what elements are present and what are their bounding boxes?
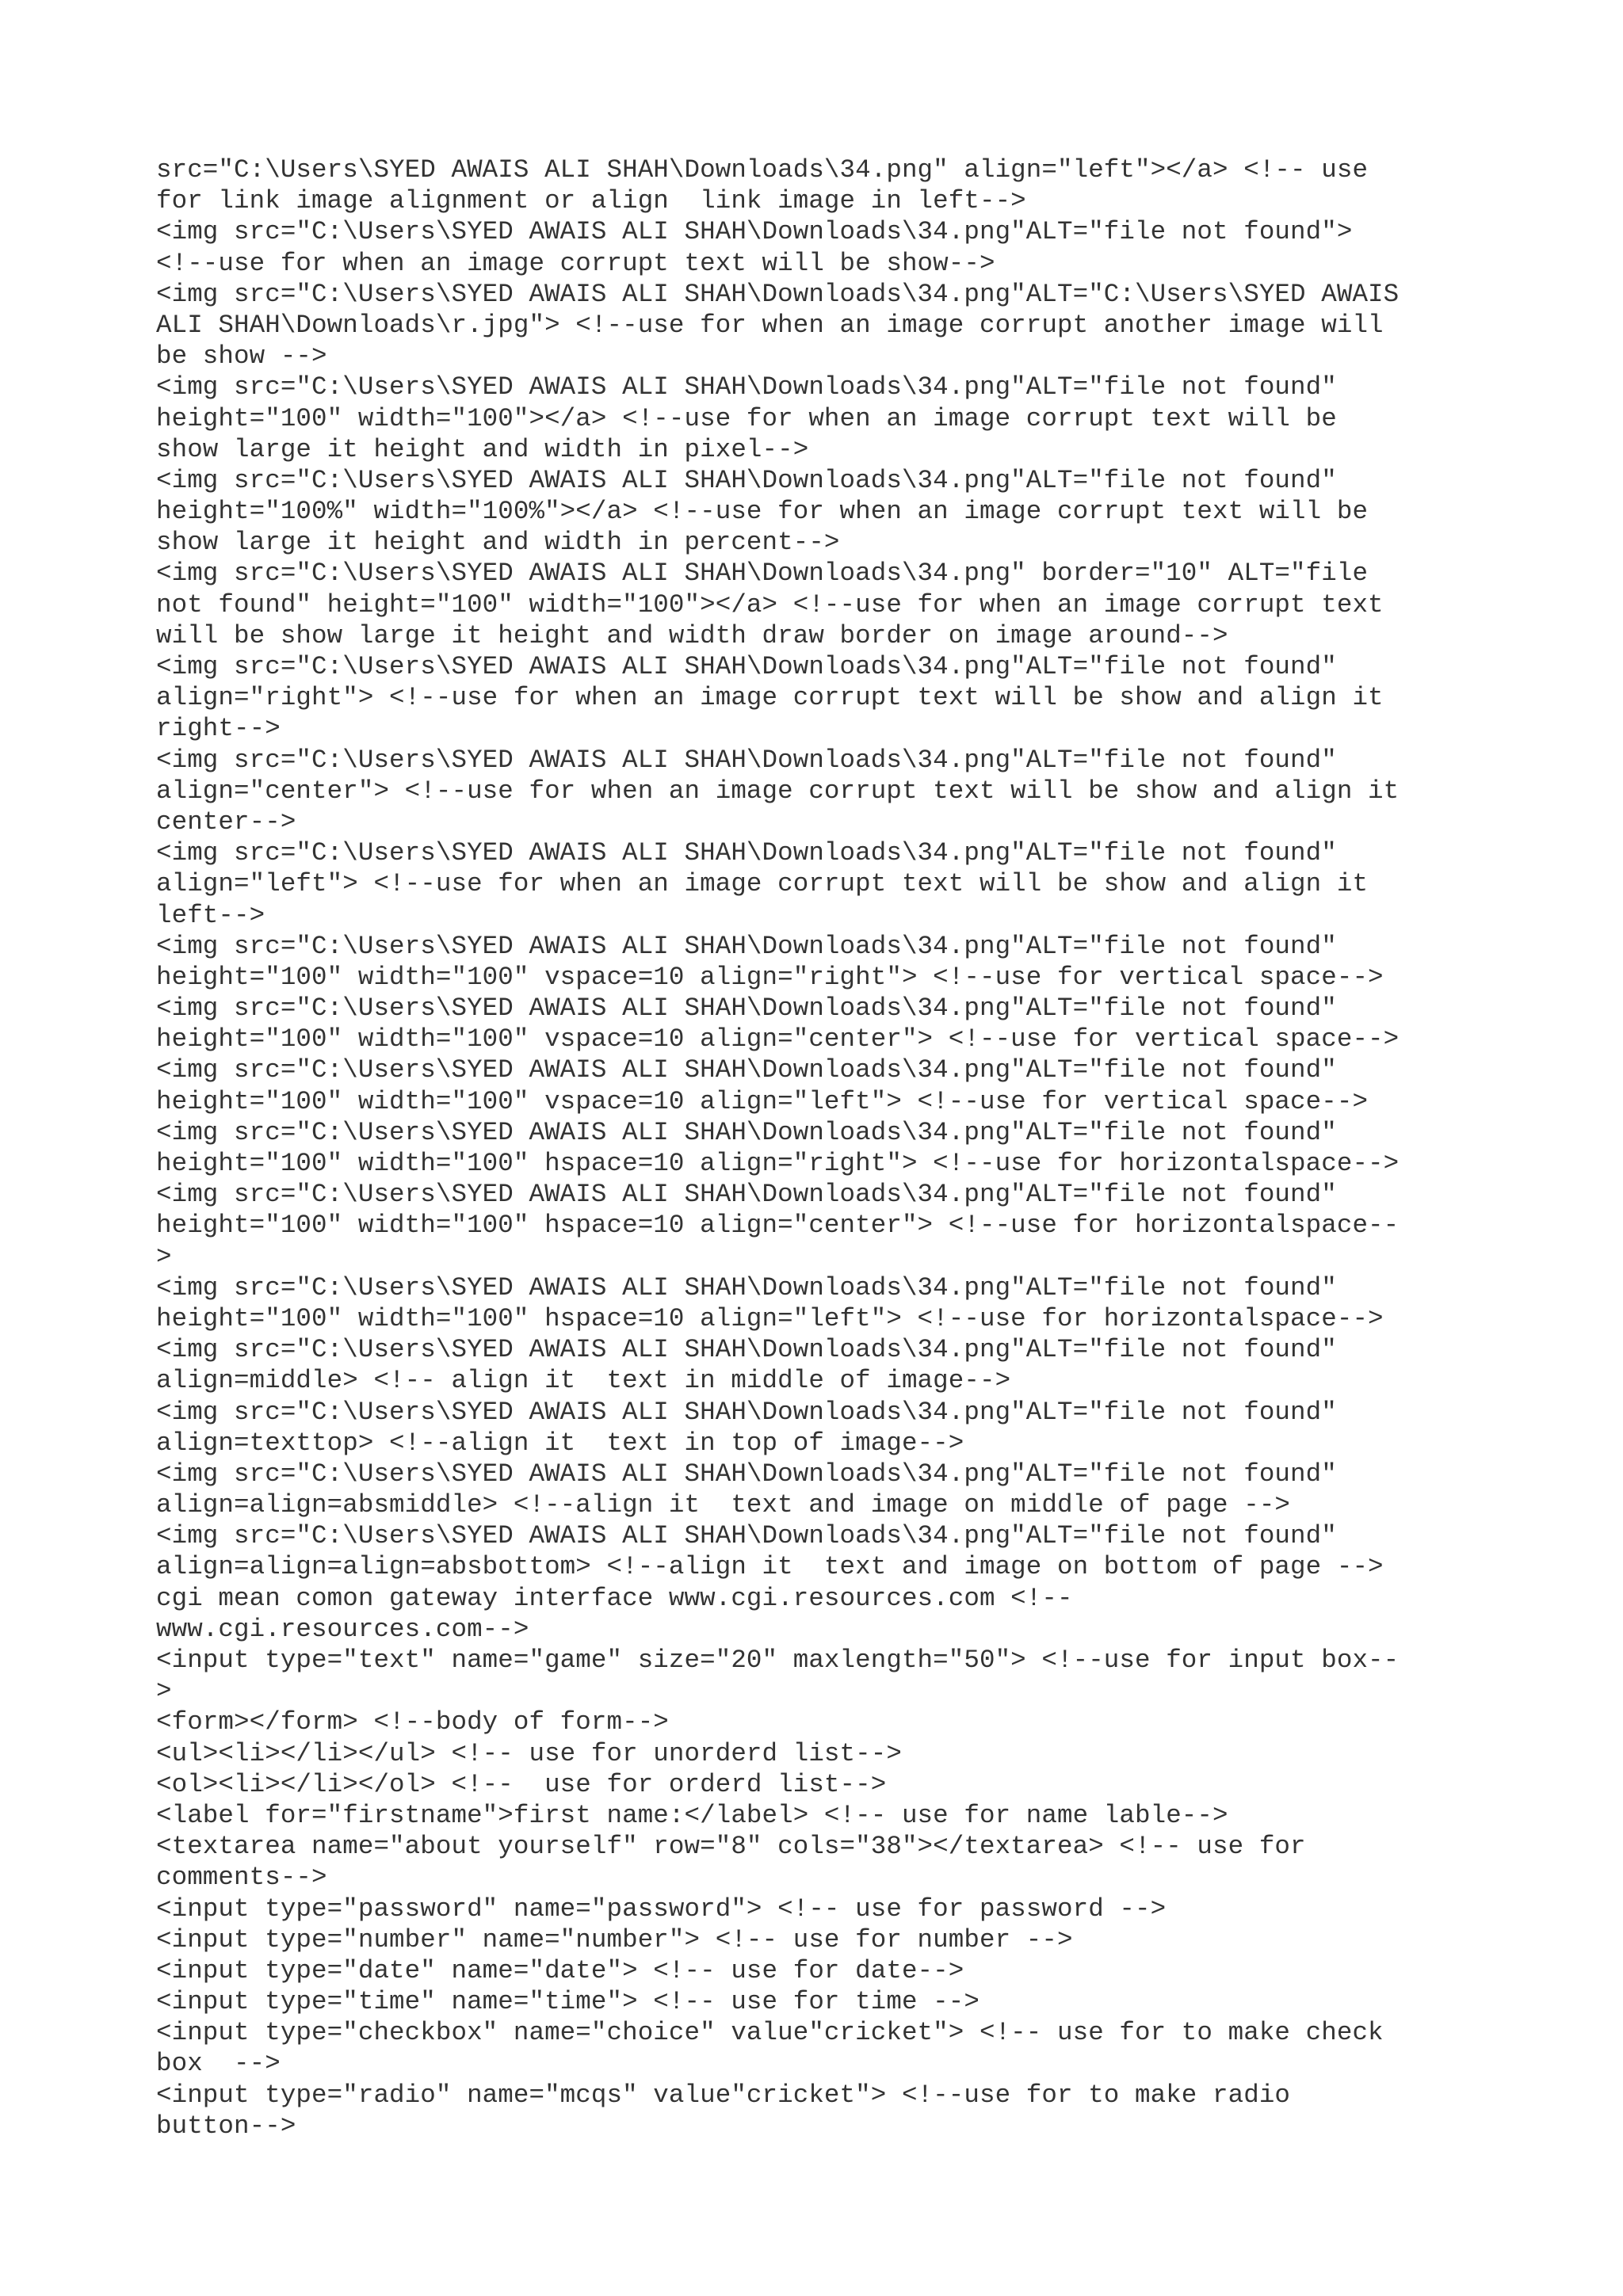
document-line: <input type="date" name="date"> <!-- use for date-->: [156, 1955, 964, 1985]
document-line: comments-->: [156, 1863, 327, 1893]
document-line: align="right"> <!--use for when an image corrupt text will be show and align it: [156, 683, 1384, 713]
document-line: align="left"> <!--use for when an image corrupt text will be show and align it: [156, 869, 1369, 899]
document-line: >: [156, 1241, 172, 1272]
document-line: <input type="radio" name="mcqs" value"cricket"> <!--use for to make radio: [156, 2080, 1291, 2110]
document-line: <ul><li></li></ul> <!-- use for unorderd list-->: [156, 1738, 902, 1768]
document-line: <input type="text" name="game" size="20" maxlength="50"> <!--use for input box--: [156, 1646, 1400, 1675]
document-line: www.cgi.resources.com-->: [156, 1614, 529, 1644]
document-line: height="100" width="100"></a> <!--use for when an image corrupt text will be: [156, 403, 1337, 433]
document-line: <img src="C:\Users\SYED AWAIS ALI SHAH\Downloads\34.png"ALT="C:\Users\SYED AWAIS: [156, 279, 1400, 309]
document-line: <img src="C:\Users\SYED AWAIS ALI SHAH\Downloads\34.png"ALT="file not found": [156, 745, 1337, 775]
document-line: <img src="C:\Users\SYED AWAIS ALI SHAH\Downloads\34.png" border="10" ALT="file: [156, 559, 1369, 589]
document-line: height="100" width="100" vspace=10 align="center"> <!--use for vertical space-->: [156, 1024, 1400, 1055]
document-line: height="100" width="100" hspace=10 align="right"> <!--use for horizontalspace-->: [156, 1149, 1400, 1178]
document-line: left-->: [156, 900, 265, 930]
document-line: ALI SHAH\Downloads\r.jpg"> <!--use for when an image corrupt another image will: [156, 310, 1384, 340]
document-line: <input type="time" name="time"> <!-- use for time -->: [156, 1987, 980, 2017]
document-line: height="100" width="100" vspace=10 align="left"> <!--use for vertical space-->: [156, 1086, 1369, 1116]
document-line: <input type="number" name="number"> <!-- use for number -->: [156, 1924, 1073, 1955]
document-line: <!--use for when an image corrupt text will be show-->: [156, 248, 995, 278]
document-line: src="C:\Users\SYED AWAIS ALI SHAH\Downloads\34.png" align="left"></a> <!-- use: [156, 155, 1369, 185]
document-line: >: [156, 1676, 172, 1707]
document-line: show large it height and width in pixel-->: [156, 434, 809, 464]
document-line: cgi mean comon gateway interface www.cgi.resources.com <!--: [156, 1583, 1073, 1613]
document-line: align=middle> <!-- align it text in middle of image-->: [156, 1366, 1011, 1396]
document-line: height="100" width="100" hspace=10 align="left"> <!--use for horizontalspace-->: [156, 1303, 1384, 1333]
document-line: for link image alignment or align link image in left-->: [156, 186, 1026, 216]
document-line: <img src="C:\Users\SYED AWAIS ALI SHAH\Downloads\34.png"ALT="file not found": [156, 372, 1337, 402]
document-line: <img src="C:\Users\SYED AWAIS ALI SHAH\Downloads\34.png"ALT="file not found": [156, 838, 1337, 868]
document-line: button-->: [156, 2111, 296, 2141]
document-line: <input type="password" name="password"> <!-- use for password -->: [156, 1894, 1167, 1924]
document-line: <img src="C:\Users\SYED AWAIS ALI SHAH\Downloads\34.png"ALT="file not found": [156, 994, 1337, 1024]
document-line: <label for="firstname">first name:</label> <!-- use for name lable-->: [156, 1800, 1228, 1830]
document-line: <img src="C:\Users\SYED AWAIS ALI SHAH\Downloads\34.png"ALT="file not found": [156, 1180, 1337, 1210]
document-line: <img src="C:\Users\SYED AWAIS ALI SHAH\Downloads\34.png"ALT="file not found": [156, 465, 1337, 495]
document-line: align=align=absmiddle> <!--align it text and image on middle of page -->: [156, 1490, 1291, 1520]
document-line: <img src="C:\Users\SYED AWAIS ALI SHAH\Downloads\34.png"ALT="file not found": [156, 652, 1337, 681]
document-line: show large it height and width in percent-->: [156, 528, 840, 558]
document-line: <img src="C:\Users\SYED AWAIS ALI SHAH\Downloads\34.png"ALT="file not found": [156, 1521, 1337, 1551]
document-line: <textarea name="about yourself" row="8" cols="38"></textarea> <!-- use for: [156, 1832, 1306, 1862]
document-line: <img src="C:\Users\SYED AWAIS ALI SHAH\Downloads\34.png"ALT="file not found": [156, 1055, 1337, 1085]
document-line: align=align=align=absbottom> <!--align it text and image on bottom of page -->: [156, 1552, 1384, 1582]
document-line: center-->: [156, 807, 296, 837]
document-line: <img src="C:\Users\SYED AWAIS ALI SHAH\Downloads\34.png"ALT="file not found": [156, 1397, 1337, 1427]
document-line: <ol><li></li></ol> <!-- use for orderd list-->: [156, 1769, 887, 1799]
document-line: not found" height="100" width="100"></a> <!--use for when an image corrupt text: [156, 589, 1384, 620]
document-line: box -->: [156, 2049, 281, 2079]
document-line: <input type="checkbox" name="choice" value"cricket"> <!-- use for to make check: [156, 2018, 1384, 2048]
document-line: right-->: [156, 714, 281, 744]
document-line: <img src="C:\Users\SYED AWAIS ALI SHAH\Downloads\34.png"ALT="file not found": [156, 931, 1337, 961]
document-line: <img src="C:\Users\SYED AWAIS ALI SHAH\Downloads\34.png"ALT="file not found": [156, 1117, 1337, 1147]
document-line: <img src="C:\Users\SYED AWAIS ALI SHAH\Downloads\34.png"ALT="file not found": [156, 1459, 1337, 1489]
document-body: [156, 154, 1503, 2142]
document-line: <img src="C:\Users\SYED AWAIS ALI SHAH\Downloads\34.png"ALT="file not found": [156, 1335, 1337, 1365]
document-line: align=texttop> <!--align it text in top of image-->: [156, 1428, 964, 1458]
document-line: <form></form> <!--body of form-->: [156, 1707, 669, 1737]
document-line: will be show large it height and width draw border on image around-->: [156, 620, 1228, 650]
document-line: align="center"> <!--use for when an image corrupt text will be show and align it: [156, 776, 1400, 806]
document-line: height="100%" width="100%"></a> <!--use for when an image corrupt text will be: [156, 497, 1369, 527]
document-line: height="100" width="100" hspace=10 align="center"> <!--use for horizontalspace--: [156, 1211, 1400, 1241]
document-line: <img src="C:\Users\SYED AWAIS ALI SHAH\Downloads\34.png"ALT="file not found">: [156, 217, 1353, 247]
document-line: be show -->: [156, 341, 327, 372]
document-line: height="100" width="100" vspace=10 align="right"> <!--use for vertical space-->: [156, 962, 1384, 992]
document-line: <img src="C:\Users\SYED AWAIS ALI SHAH\Downloads\34.png"ALT="file not found": [156, 1272, 1337, 1302]
